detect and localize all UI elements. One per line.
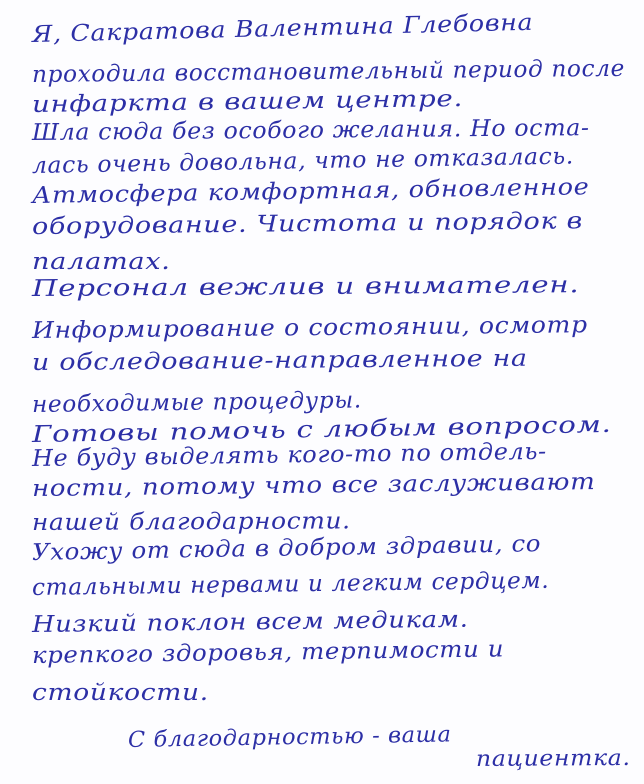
letter-line-13: Готовы помочь с любым вопросом. <box>31 411 612 448</box>
letter-line-20: крепкого здоровья, терпимости и <box>31 636 505 669</box>
letter-line-6: Атмосфера комфортная, обновленное <box>31 174 590 209</box>
letter-line-7: оборудование. Чистота и порядок в <box>31 208 584 240</box>
letter-line-8: палатах. <box>32 249 171 275</box>
letter-line-1: Я, Сакратова Валентина Глебовна <box>31 9 534 48</box>
letter-line-3: инфаркта в вашем центре. <box>31 85 464 118</box>
letter-line-12: необходимые процедуры. <box>31 387 362 418</box>
letter-line-9: Персонал вежлив и внимателен. <box>31 272 580 302</box>
letter-line-4: Шла сюда без особого желания. Но оста- <box>31 115 590 146</box>
letter-line-16: нашей благодарности. <box>31 508 351 536</box>
letter-line-11: и обследование-направленное на <box>31 345 528 376</box>
letter-line-2: проходила восстановительный период после <box>31 55 626 88</box>
signature: пациентка. <box>475 745 631 772</box>
closing-line: С благодарностью - ваша <box>127 722 452 753</box>
letter-line-5: лась очень довольна, что не отказалась. <box>31 143 575 179</box>
letter-line-21: стойкости. <box>32 680 209 706</box>
letter-line-17: Ухожу от сюда в добром здравии, со <box>31 531 542 566</box>
letter-line-14: Не буду выделять кого-то по отдель- <box>31 438 547 472</box>
letter-line-18: стальными нервами и легким сердцем. <box>31 567 550 601</box>
letter-line-15: ности, потому что все заслуживают <box>31 469 596 502</box>
letter-line-19: Низкий поклон всем медикам. <box>31 606 469 638</box>
letter-line-10: Информирование о состоянии, осмотр <box>31 312 588 344</box>
